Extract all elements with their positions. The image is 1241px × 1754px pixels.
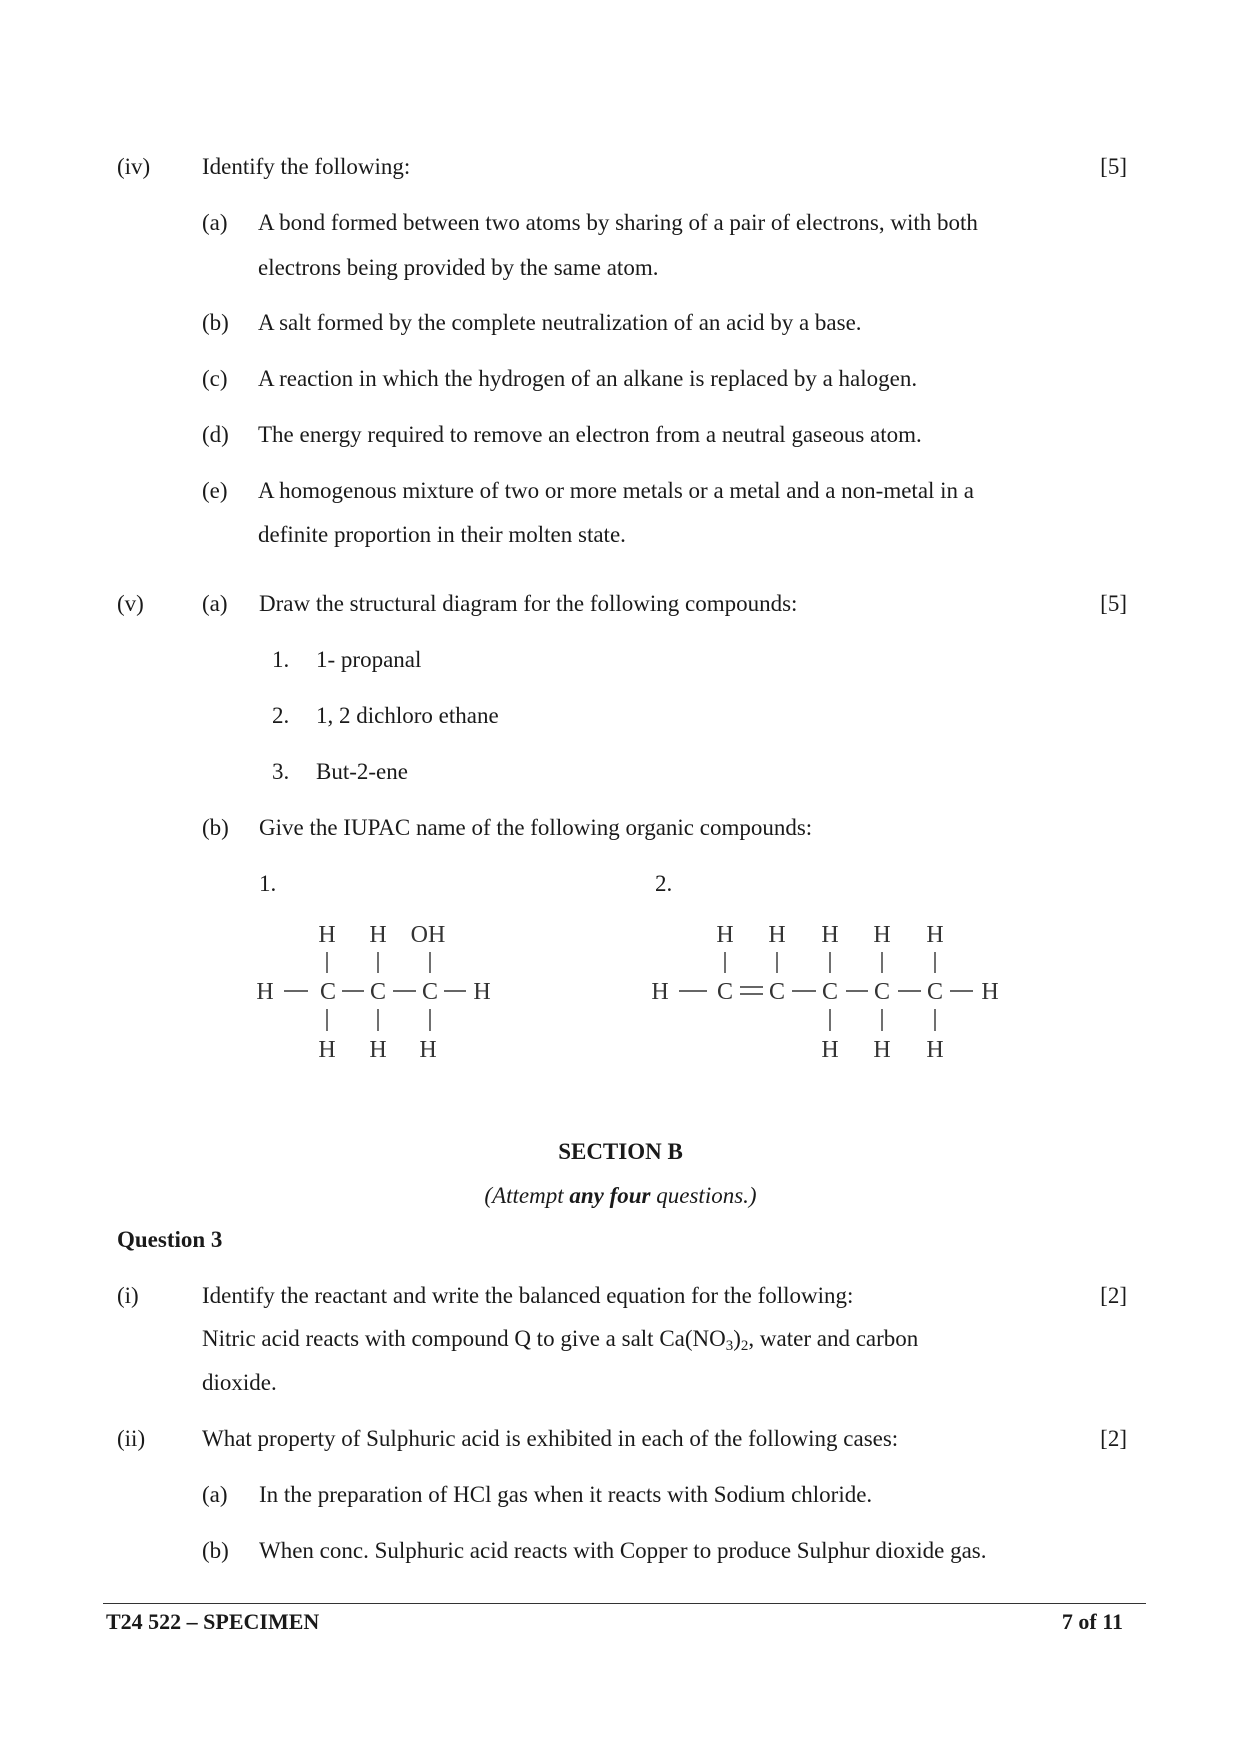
q-v-a-text: Draw the structural diagram for the following compounds: [259, 591, 798, 616]
text-segment: ) [733, 1326, 741, 1351]
atom-c: C [421, 979, 439, 1005]
atom-h: H [651, 979, 669, 1005]
q-iv-a-label: (a) [202, 210, 228, 235]
q-iv-c-text: A reaction in which the hydrogen of an alkane is replaced by a halogen. [258, 366, 918, 391]
atom-h: H [926, 1037, 944, 1063]
q3-ii-number: (ii) [117, 1426, 146, 1451]
q-iv-e-label: (e) [202, 478, 228, 503]
atom-h: H [369, 922, 387, 948]
q-v-a-item-1-num: 1. [272, 647, 290, 672]
q3-i-text: Identify the reactant and write the balanced equation for the following: [202, 1283, 854, 1308]
q-iv-e-line1: A homogenous mixture of two or more metals or a metal and a non-metal in a [258, 478, 975, 503]
atom-c: C [821, 979, 839, 1005]
instruction-prefix: (Attempt [484, 1183, 570, 1208]
q-iv-d-text: The energy required to remove an electron from a neutral gaseous atom. [258, 422, 922, 447]
q3-i-line2-start [202, 1326, 919, 1354]
structure-compound-1 [250, 915, 510, 1065]
atom-h: H [369, 1037, 387, 1063]
text-segment: Nitric acid reacts with compound Q to give a salt Ca(NO [202, 1326, 726, 1351]
compound-1-label: 1. [259, 871, 277, 896]
instruction-emphasis: any four [569, 1183, 651, 1208]
section-title: SECTION B [558, 1139, 683, 1164]
q3-ii-b-label: (b) [202, 1538, 229, 1563]
q-v-a-item-3-text: But-2-ene [316, 759, 408, 784]
atom-h: H [821, 922, 839, 948]
atom-oh: OH [410, 922, 446, 948]
atom-h: H [318, 1037, 336, 1063]
subscript: 2 [740, 1338, 749, 1354]
atom-h: H [926, 922, 944, 948]
atom-c: C [768, 979, 786, 1005]
q-iv-a-line1: A bond formed between two atoms by sharing of a pair of electrons, with both [258, 210, 978, 235]
atom-h: H [981, 979, 999, 1005]
q3-ii-marks: [2] [1100, 1426, 1127, 1451]
q3-ii-a-text: In the preparation of HCl gas when it reacts with Sodium chloride. [259, 1482, 873, 1507]
structure-compound-2 [645, 915, 1015, 1065]
q3-i-marks: [2] [1100, 1283, 1127, 1308]
q-iv-text: Identify the following: [202, 154, 411, 179]
q3-i-line3: dioxide. [202, 1370, 277, 1395]
q-iv-c-label: (c) [202, 366, 228, 391]
atom-c: C [716, 979, 734, 1005]
atom-c: C [369, 979, 387, 1005]
question-3-title: Question 3 [117, 1227, 223, 1252]
q-iv-d-label: (d) [202, 422, 229, 447]
atom-c: C [926, 979, 944, 1005]
q-v-marks: [5] [1100, 591, 1127, 616]
footer-divider [103, 1603, 1146, 1604]
q3-ii-a-label: (a) [202, 1482, 228, 1507]
q-iv-a-line2: electrons being provided by the same atom. [258, 255, 659, 280]
q-iv-number: (iv) [117, 154, 151, 179]
atom-h: H [473, 979, 491, 1005]
atom-h: H [768, 922, 786, 948]
q-v-number: (v) [117, 591, 144, 616]
q-v-a-item-1-text: 1- propanal [316, 647, 422, 672]
q-v-a-label: (a) [202, 591, 228, 616]
atom-h: H [716, 922, 734, 948]
atom-h: H [256, 979, 274, 1005]
atom-h: H [873, 1037, 891, 1063]
q-v-b-text: Give the IUPAC name of the following organic compounds: [259, 815, 813, 840]
q-v-a-item-2-num: 2. [272, 703, 290, 728]
footer-paper-code: T24 522 – SPECIMEN [106, 1609, 320, 1634]
atom-h: H [419, 1037, 437, 1063]
atom-c: C [873, 979, 891, 1005]
atom-h: H [873, 922, 891, 948]
atom-h: H [821, 1037, 839, 1063]
q-v-b-label: (b) [202, 815, 229, 840]
atom-h: H [318, 922, 336, 948]
q-iv-e-line2: definite proportion in their molten state. [258, 522, 626, 547]
q-v-a-item-3-num: 3. [272, 759, 290, 784]
section-instruction [0, 1184, 1241, 1207]
q3-ii-b-text: When conc. Sulphuric acid reacts with Copper to produce Sulphur dioxide gas. [259, 1538, 987, 1563]
footer-page-number: 7 of 11 [1061, 1609, 1123, 1634]
compound-2-label: 2. [655, 871, 673, 896]
q-iv-b-text: A salt formed by the complete neutralization of an acid by a base. [258, 310, 862, 335]
q-iv-marks: [5] [1100, 154, 1127, 179]
q-v-a-item-2-text: 1, 2 dichloro ethane [316, 703, 499, 728]
text-segment: , water and carbon [748, 1326, 919, 1351]
q3-ii-text: What property of Sulphuric acid is exhibited in each of the following cases: [202, 1426, 899, 1451]
subscript: 3 [725, 1338, 734, 1354]
atom-c: C [319, 979, 337, 1005]
q-iv-b-label: (b) [202, 310, 229, 335]
q3-i-line2 [202, 1326, 1040, 1354]
q3-i-number: (i) [117, 1283, 139, 1308]
instruction-suffix: questions.) [650, 1183, 757, 1208]
